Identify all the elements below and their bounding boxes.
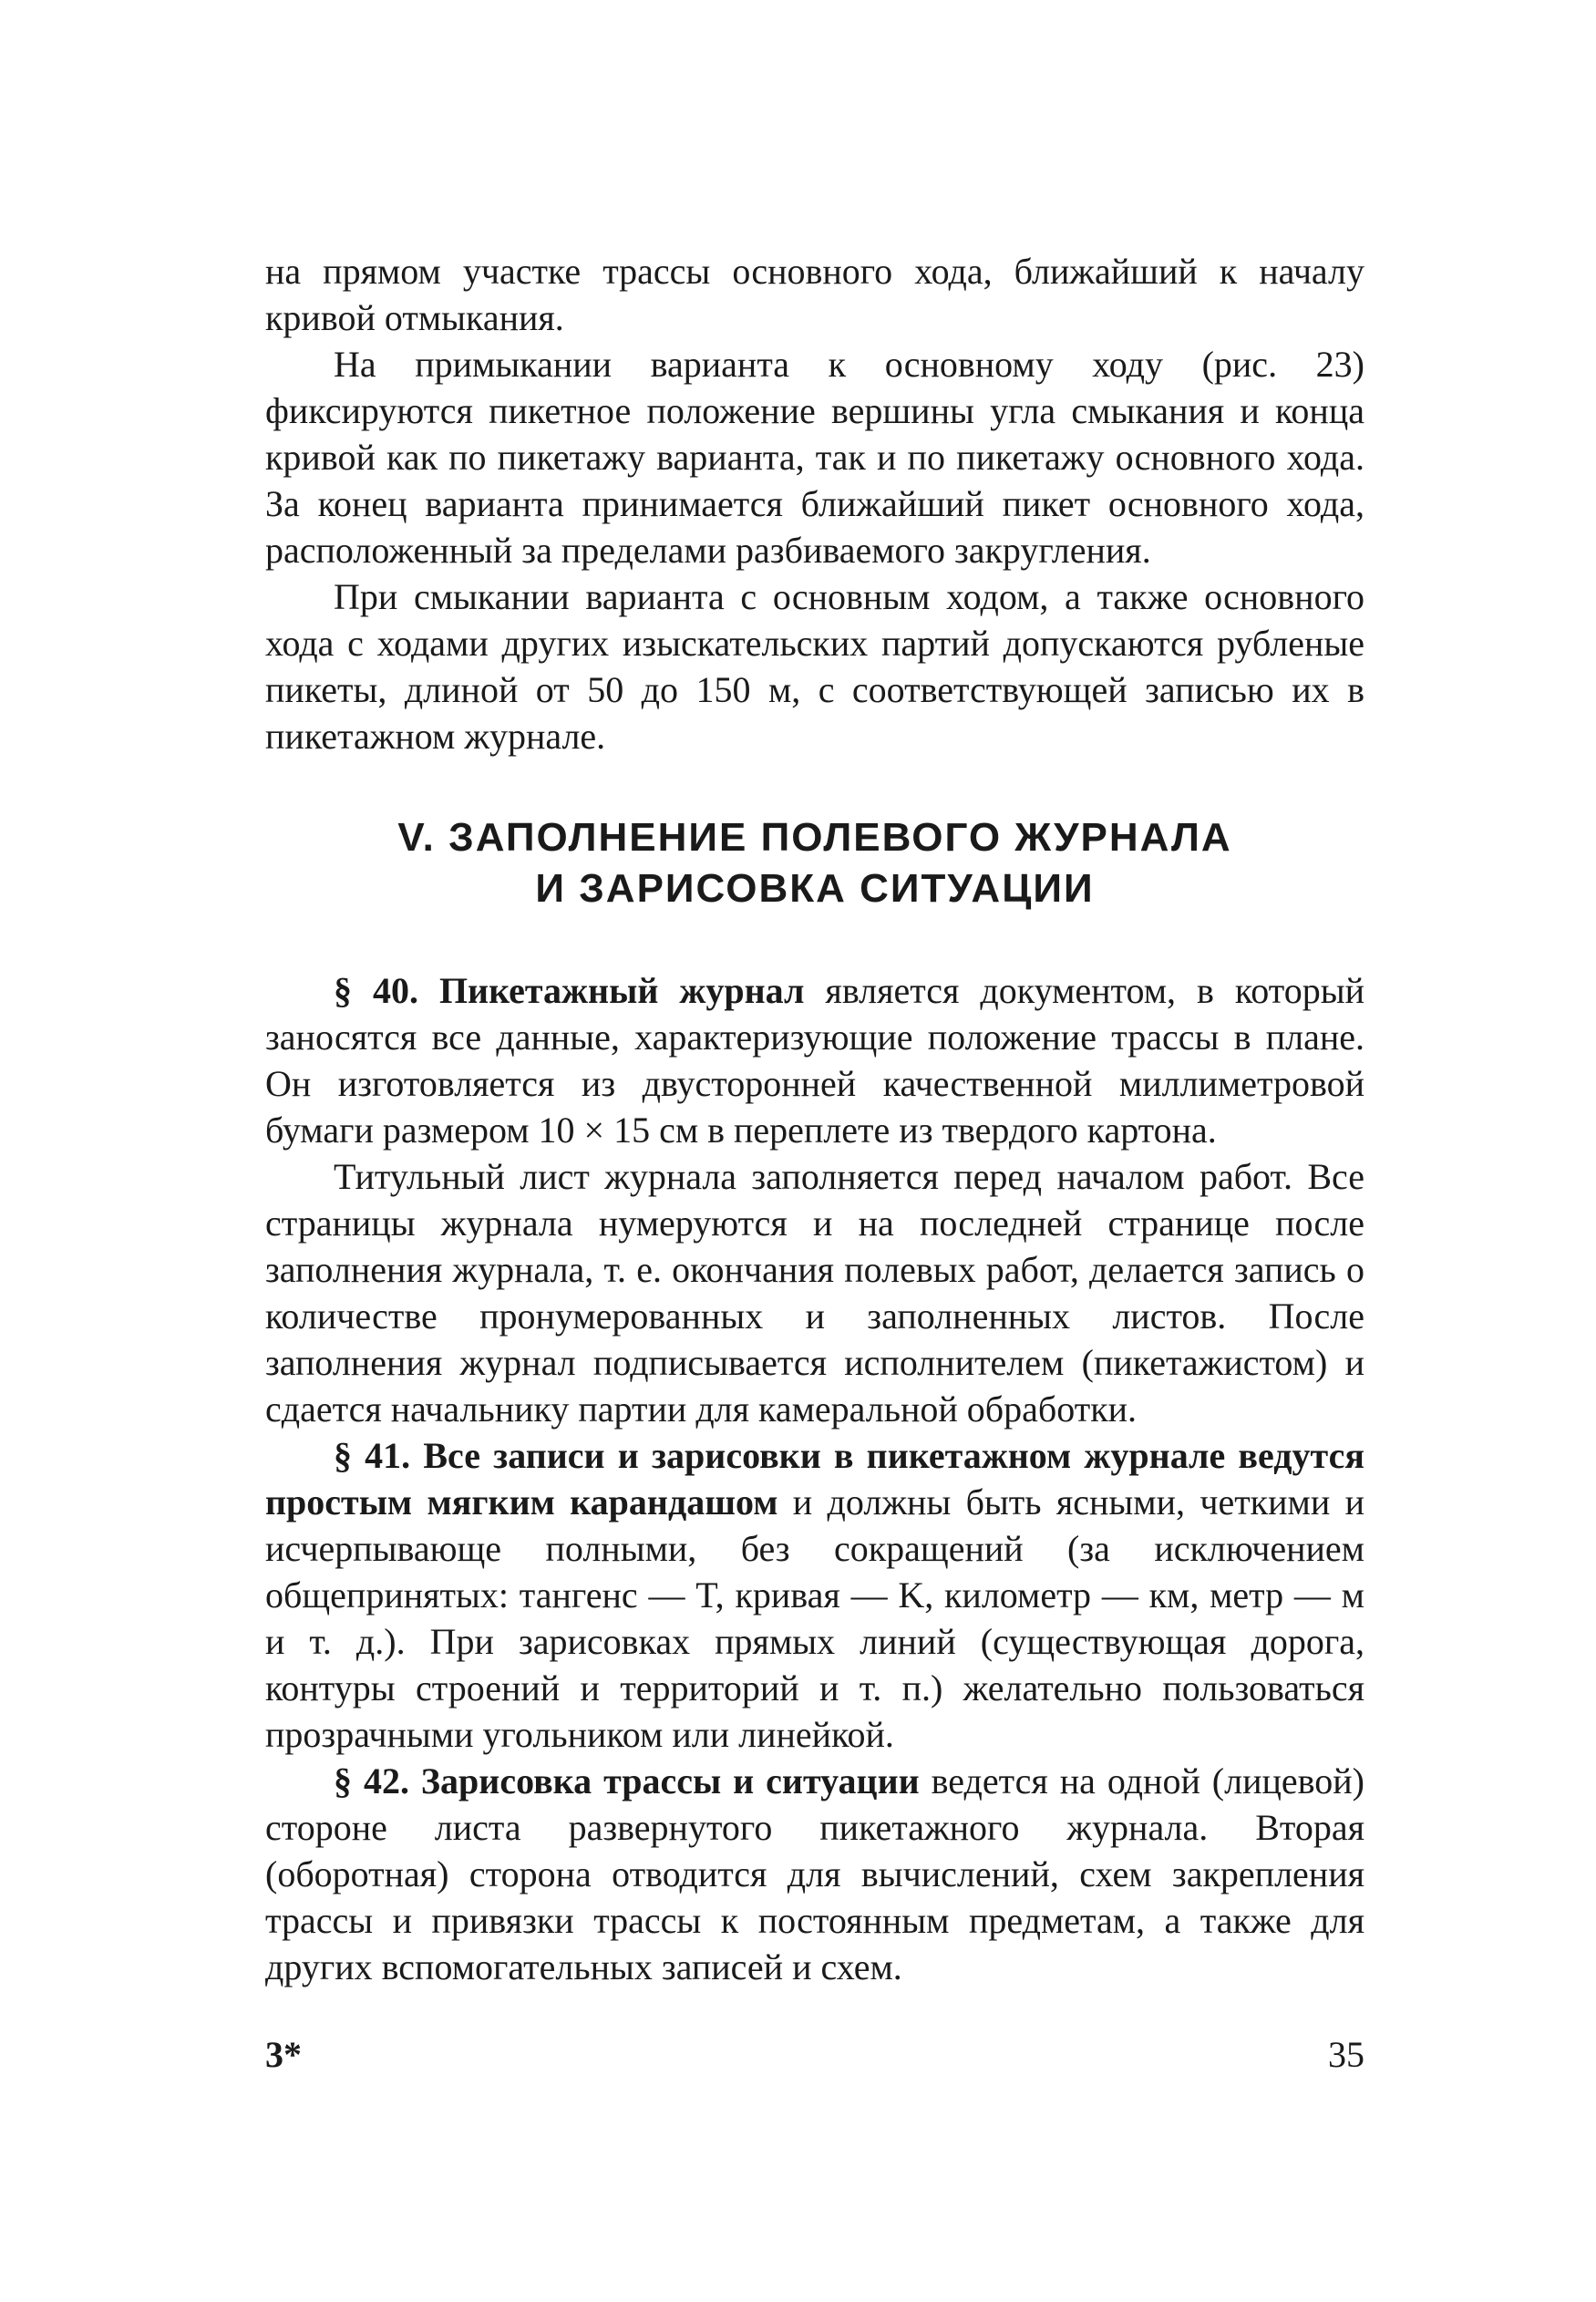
section-40-text: является документом, в который заносятся все данные, характеризующие положение трассы в плане. Он изготовляется из двусторонней качественной миллиметровой бумаги размером 10 × 15 см в переплете из твердого картона. — [265, 970, 1365, 1151]
section-heading — [265, 812, 1364, 914]
signature-mark: 3* — [265, 2034, 302, 2075]
section-40-lead: § 40. Пикетажный журнал — [334, 970, 805, 1011]
section-42-text: ведется на одной (лицевой) стороне листа развернутого пикетажного журнала. Вторая (оборотная) сторона отводится для вычислений, схем закрепления трассы и привязки трассы к постоянным предметам, а также для других вспомогательных записей и схем. — [265, 1760, 1364, 1987]
paragraph-section-42 — [265, 1758, 1364, 1990]
paragraph-continuation: на прямом участке трассы основного хода, ближайший к началу кривой отмыкания. — [265, 251, 1364, 338]
paragraph-section-41 — [265, 1432, 1364, 1758]
paragraph-junction: На примыкании варианта к основному ходу (рис. 23) фиксируются пикетное положение вершины угла смыкания и конца кривой как по пикетажу варианта, так и по пикетажу основного хода. За конец варианта принимается ближайший пикет основного хода, расположенный за пределами разбиваемого закругления. — [265, 344, 1364, 571]
section-42-lead: § 42. Зарисовка трассы и ситуации — [334, 1760, 920, 1801]
section-41-text: и должны быть ясными, четкими и исчерпывающе полными, без сокращений (за исключением общепринятых: тангенс — T, кривая — K, километр — км, метр — м и т. д.). При зарисовках прямых линий (существующая дорога, контуры строений и территорий и т. п.) желательно пользоваться прозрачными угольником или линейкой. — [265, 1481, 1364, 1755]
paragraph-title-sheet: Титульный лист журнала заполняется перед началом работ. Все страницы журнала нумеруются и на последней странице после заполнения журнала, т. е. окончания полевых работ, делается запись о количестве пронумерованных и заполненных листов. После заполнения журнал подписывается исполнителем (пикетажистом) и сдается начальнику партии для камеральной обработки. — [265, 1156, 1364, 1430]
section-heading-line-1: V. ЗАПОЛНЕНИЕ ПОЛЕВОГО ЖУРНАЛА — [397, 815, 1232, 860]
section-heading-line-2: И ЗАРИСОВКА СИТУАЦИИ — [535, 866, 1095, 911]
paragraph-chopped-pickets: При смыкании варианта с основным ходом, а также основного хода с ходами других изыскательских партий допускаются рубленые пикеты, длиной от 50 до 150 м, с соответствующей записью их в пикетажном журнале. — [265, 576, 1364, 757]
paragraph-section-40 — [265, 967, 1364, 1153]
page-body — [265, 248, 1364, 1990]
page-number: 35 — [1328, 2034, 1364, 2075]
section-41-lead: § 41. Все записи и зарисовки в пикетажном журнале ведутся простым мягким карандашом — [265, 1435, 1364, 1523]
